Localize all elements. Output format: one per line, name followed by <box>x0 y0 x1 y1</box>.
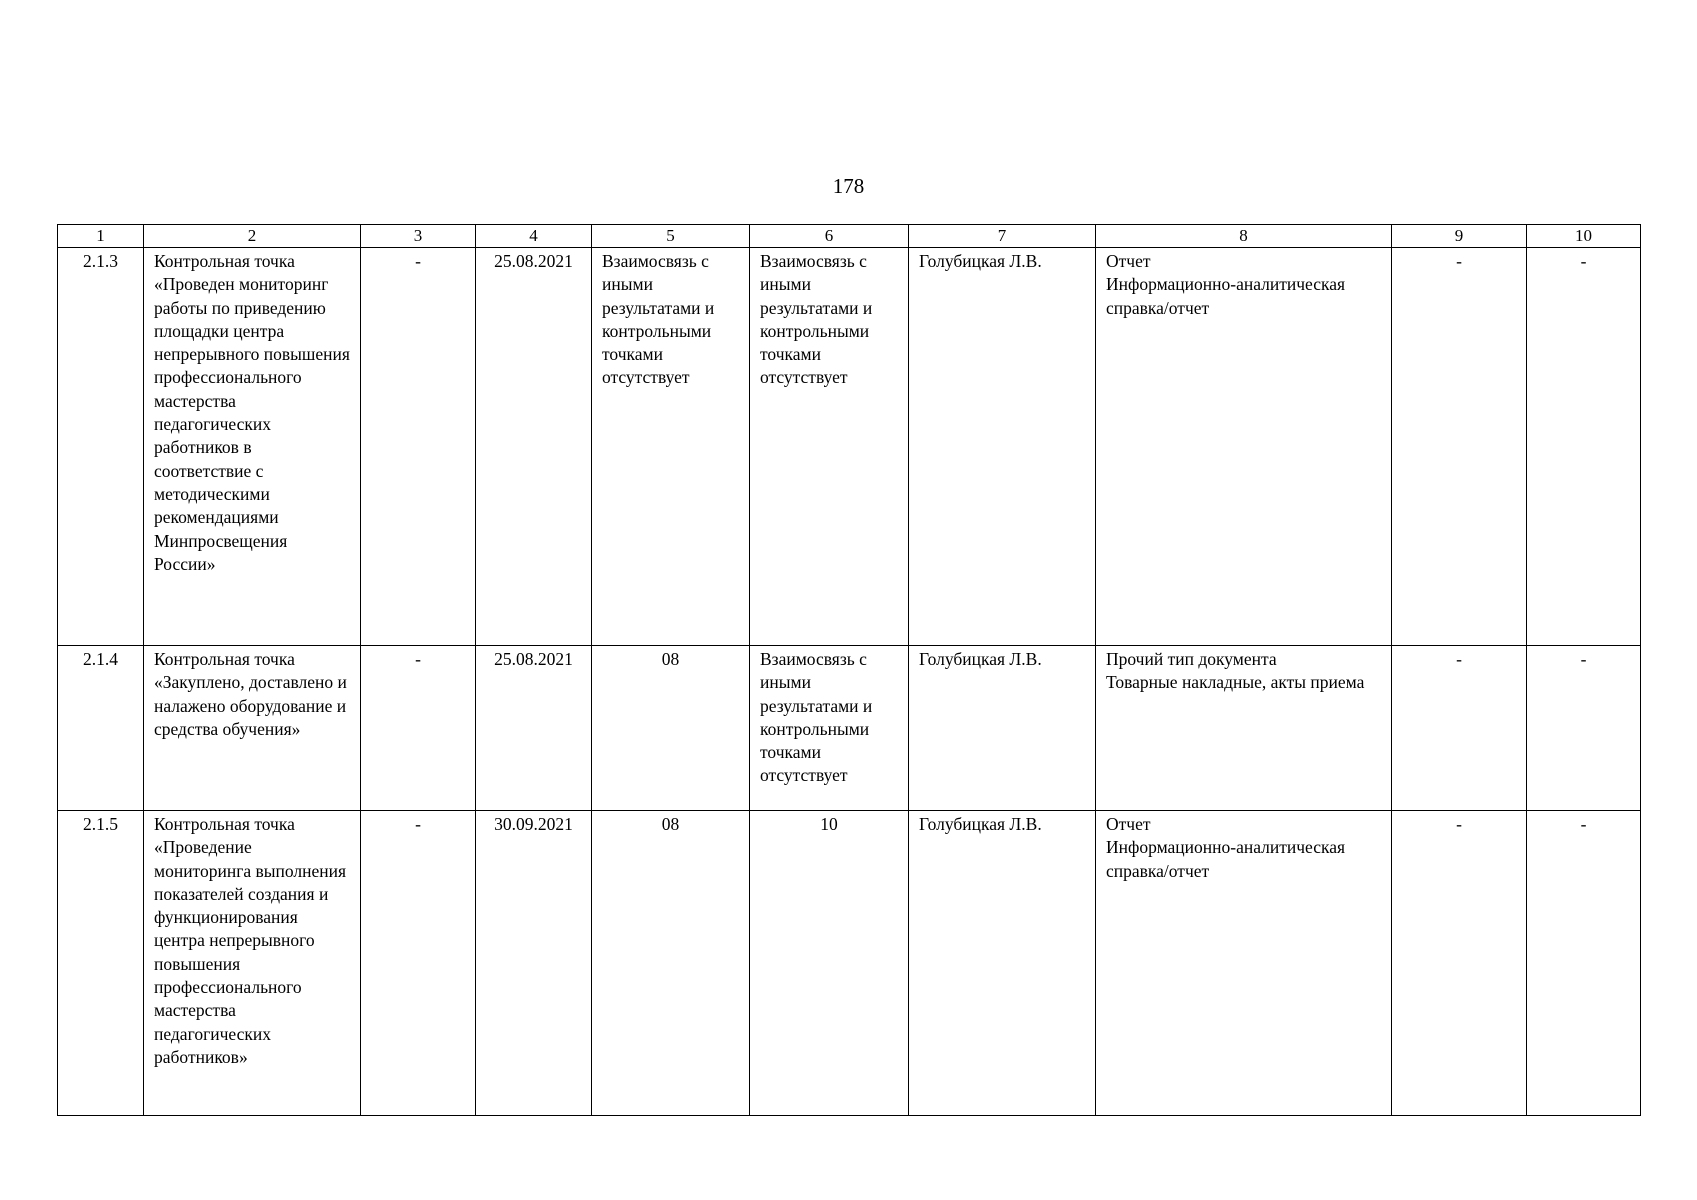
checkpoint-name: Контрольная точка «Проведение мониторинга выполнения показателей создания и функционирования центра непрерывного повышения профессионального мастерства педагогических работников» <box>144 811 361 1116</box>
col6-value: Взаимосвязь с иными результатами и контрольными точками отсутствует <box>750 248 909 646</box>
due-date: 25.08.2021 <box>476 646 592 811</box>
table-row <box>58 646 1641 811</box>
column-number-row <box>58 225 1641 248</box>
col3-value: - <box>361 811 476 1116</box>
col5-value: Взаимосвязь с иными результатами и контрольными точками отсутствует <box>592 248 750 646</box>
col9-value: - <box>1392 646 1527 811</box>
column-number: 6 <box>750 225 909 248</box>
col5-value: 08 <box>592 646 750 811</box>
page-number: 178 <box>832 174 865 198</box>
due-date: 30.09.2021 <box>476 811 592 1116</box>
col10-value: - <box>1527 811 1641 1116</box>
responsible-person: Голубицкая Л.В. <box>909 646 1096 811</box>
column-number: 2 <box>144 225 361 248</box>
column-number: 1 <box>58 225 144 248</box>
col10-value: - <box>1527 646 1641 811</box>
responsible-person: Голубицкая Л.В. <box>909 248 1096 646</box>
column-number: 8 <box>1096 225 1392 248</box>
column-number: 4 <box>476 225 592 248</box>
row-number: 2.1.5 <box>58 811 144 1116</box>
column-number: 7 <box>909 225 1096 248</box>
checkpoint-name: Контрольная точка «Проведен мониторинг работы по приведению площадки центра непрерывного повышения профессионального мастерства педагогических работников в соответствие с методическими рекомендациями Минпросвещения России» <box>144 248 361 646</box>
due-date: 25.08.2021 <box>476 248 592 646</box>
col10-value: - <box>1527 248 1641 646</box>
responsible-person: Голубицкая Л.В. <box>909 811 1096 1116</box>
plan-table <box>57 224 1641 1116</box>
col6-value: 10 <box>750 811 909 1116</box>
column-number: 10 <box>1527 225 1641 248</box>
table-row <box>58 811 1641 1116</box>
table-row <box>58 248 1641 646</box>
row-number: 2.1.3 <box>58 248 144 646</box>
checkpoint-name: Контрольная точка «Закуплено, доставлено и налажено оборудование и средства обучения» <box>144 646 361 811</box>
col5-value: 08 <box>592 811 750 1116</box>
document-type: Отчет Информационно-аналитическая справка/отчет <box>1096 248 1392 646</box>
col3-value: - <box>361 646 476 811</box>
column-number: 9 <box>1392 225 1527 248</box>
col9-value: - <box>1392 248 1527 646</box>
document-type: Прочий тип документа Товарные накладные, акты приема <box>1096 646 1392 811</box>
row-number: 2.1.4 <box>58 646 144 811</box>
col9-value: - <box>1392 811 1527 1116</box>
column-number: 3 <box>361 225 476 248</box>
column-number: 5 <box>592 225 750 248</box>
col3-value: - <box>361 248 476 646</box>
document-type: Отчет Информационно-аналитическая справка/отчет <box>1096 811 1392 1116</box>
col6-value: Взаимосвязь с иными результатами и контрольными точками отсутствует <box>750 646 909 811</box>
